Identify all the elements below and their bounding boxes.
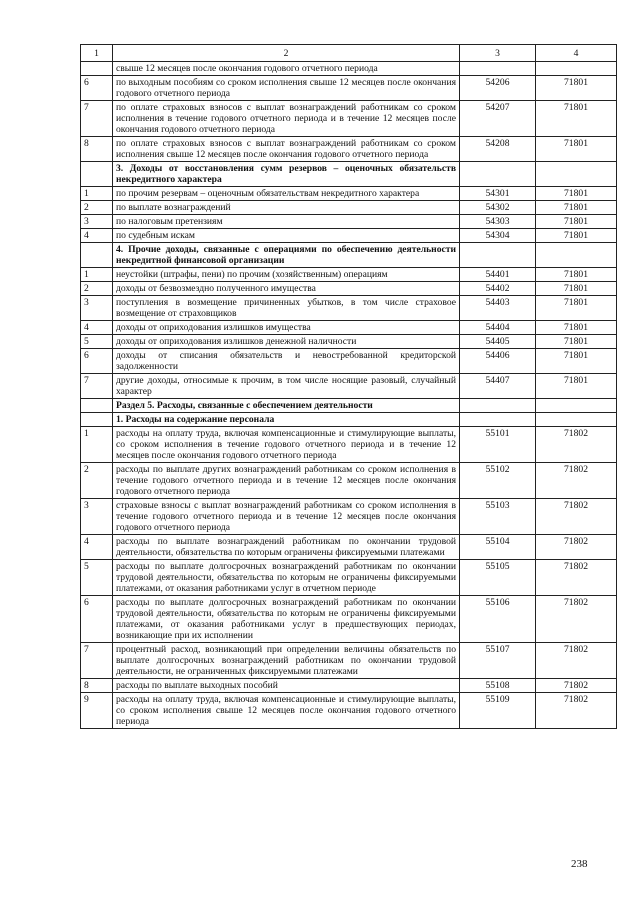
row-number: 1 — [81, 187, 113, 201]
row-symbol-code: 54402 — [460, 282, 536, 296]
table-row — [81, 321, 617, 335]
row-description: Раздел 5. Расходы, связанные с обеспечением деятельности — [113, 399, 460, 413]
table-row — [81, 215, 617, 229]
row-account-number: 71801 — [536, 187, 617, 201]
row-description: 3. Доходы от восстановления сумм резервов – оценочных обязательств некредитного характера — [113, 162, 460, 187]
row-description: доходы от оприходования излишков денежной наличности — [113, 335, 460, 349]
row-description: по выходным пособиям со сроком исполнения свыше 12 месяцев после окончания годового отчетного периода — [113, 76, 460, 101]
row-number — [81, 399, 113, 413]
row-account-number: 71802 — [536, 693, 617, 729]
row-description: расходы по выплате долгосрочных вознаграждений работникам по окончании трудовой деятельности, обязательства по которым не ограничены фиксируемыми платежами, от оказания работниками услуг в отчетном периоде — [113, 560, 460, 596]
row-number: 7 — [81, 374, 113, 399]
row-symbol-code: 54208 — [460, 137, 536, 162]
table-body — [81, 62, 617, 729]
column-header: 2 — [113, 45, 460, 62]
row-symbol-code: 55106 — [460, 596, 536, 643]
row-description: неустойки (штрафы, пени) по прочим (хозяйственным) операциям — [113, 268, 460, 282]
table-row — [81, 349, 617, 374]
row-description: расходы на оплату труда, включая компенсационные и стимулирующие выплаты, со сроком исполнения свыше 12 месяцев после окончания годового отчетного периода — [113, 693, 460, 729]
row-number: 5 — [81, 335, 113, 349]
table-row — [81, 643, 617, 679]
row-number: 8 — [81, 679, 113, 693]
row-symbol-code: 54401 — [460, 268, 536, 282]
row-account-number: 71802 — [536, 499, 617, 535]
column-header: 3 — [460, 45, 536, 62]
row-symbol-code: 55109 — [460, 693, 536, 729]
row-number: 7 — [81, 643, 113, 679]
page-number: 238 — [571, 858, 588, 870]
row-symbol-code: 55105 — [460, 560, 536, 596]
table-row — [81, 268, 617, 282]
row-number — [81, 413, 113, 427]
column-header: 1 — [81, 45, 113, 62]
row-symbol-code: 54301 — [460, 187, 536, 201]
row-description: 4. Прочие доходы, связанные с операциями по обеспечению деятельности некредитной финансовой организации — [113, 243, 460, 268]
row-number: 9 — [81, 693, 113, 729]
row-account-number: 71801 — [536, 215, 617, 229]
row-description: по выплате вознаграждений — [113, 201, 460, 215]
row-account-number: 71802 — [536, 427, 617, 463]
row-description: свыше 12 месяцев после окончания годового отчетного периода — [113, 62, 460, 76]
row-account-number: 71802 — [536, 596, 617, 643]
row-description: расходы по выплате выходных пособий — [113, 679, 460, 693]
row-account-number: 71801 — [536, 229, 617, 243]
row-symbol-code: 54404 — [460, 321, 536, 335]
row-number: 6 — [81, 596, 113, 643]
row-symbol-code: 55108 — [460, 679, 536, 693]
row-symbol-code: 55101 — [460, 427, 536, 463]
row-symbol-code: 54407 — [460, 374, 536, 399]
section-heading-row — [81, 162, 617, 187]
table-row — [81, 101, 617, 137]
table-row — [81, 693, 617, 729]
row-account-number: 71801 — [536, 137, 617, 162]
table-row — [81, 463, 617, 499]
row-description: другие доходы, относимые к прочим, в том числе носящие разовый, случайный характер — [113, 374, 460, 399]
row-account-number: 71801 — [536, 201, 617, 215]
row-description: расходы по выплате вознаграждений работникам по окончании трудовой деятельности, обязательства по которым ограничены фиксируемыми платежами — [113, 535, 460, 560]
row-symbol-code: 54405 — [460, 335, 536, 349]
row-account-number: 71801 — [536, 374, 617, 399]
row-account-number: 71801 — [536, 282, 617, 296]
row-number: 3 — [81, 499, 113, 535]
row-description: доходы от безвозмездно полученного имущества — [113, 282, 460, 296]
row-description: расходы по выплате долгосрочных вознаграждений работникам по окончании трудовой деятельности, обязательства по которым не ограничены фиксируемыми платежами, от оказания работниками услуг в предшествующих периодах, возникающие при их исполнении — [113, 596, 460, 643]
row-number — [81, 243, 113, 268]
row-account-number: 71801 — [536, 321, 617, 335]
row-account-number — [536, 413, 617, 427]
row-number: 3 — [81, 296, 113, 321]
row-account-number: 71801 — [536, 268, 617, 282]
row-symbol-code: 54406 — [460, 349, 536, 374]
row-account-number: 71802 — [536, 463, 617, 499]
row-description: доходы от списания обязательств и невостребованной кредиторской задолженности — [113, 349, 460, 374]
row-description: по прочим резервам – оценочным обязательствам некредитного характера — [113, 187, 460, 201]
row-account-number — [536, 162, 617, 187]
table-row — [81, 335, 617, 349]
row-number: 6 — [81, 349, 113, 374]
row-symbol-code — [460, 413, 536, 427]
row-symbol-code: 54403 — [460, 296, 536, 321]
table-row — [81, 560, 617, 596]
row-symbol-code: 54302 — [460, 201, 536, 215]
table-row — [81, 679, 617, 693]
row-symbol-code: 55102 — [460, 463, 536, 499]
section-heading-row — [81, 413, 617, 427]
table-row — [81, 427, 617, 463]
row-symbol-code — [460, 62, 536, 76]
row-symbol-code: 55103 — [460, 499, 536, 535]
table-header-row — [81, 45, 617, 62]
row-number: 4 — [81, 535, 113, 560]
column-header: 4 — [536, 45, 617, 62]
row-account-number: 71802 — [536, 643, 617, 679]
row-symbol-code — [460, 243, 536, 268]
row-number: 1 — [81, 268, 113, 282]
row-number — [81, 162, 113, 187]
row-number: 7 — [81, 101, 113, 137]
row-description: по судебным искам — [113, 229, 460, 243]
row-symbol-code: 55107 — [460, 643, 536, 679]
row-account-number — [536, 399, 617, 413]
table-row — [81, 374, 617, 399]
section-heading-row — [81, 243, 617, 268]
row-account-number: 71801 — [536, 101, 617, 137]
row-symbol-code: 54304 — [460, 229, 536, 243]
table-row — [81, 187, 617, 201]
row-description: процентный расход, возникающий при определении величины обязательств по выплате долгосрочных вознаграждений работникам по окончании трудовой деятельности, не ограниченных фиксируемыми платежами — [113, 643, 460, 679]
row-account-number: 71802 — [536, 679, 617, 693]
row-account-number: 71801 — [536, 296, 617, 321]
section-heading-row — [81, 399, 617, 413]
row-description: расходы на оплату труда, включая компенсационные и стимулирующие выплаты, со сроком исполнения в течение годового отчетного периода и в течение 12 месяцев после окончания годового отчетного периода — [113, 427, 460, 463]
row-description: по оплате страховых взносов с выплат вознаграждений работникам со сроком исполнения свыше 12 месяцев после окончания годового отчетного периода — [113, 137, 460, 162]
row-description: 1. Расходы на содержание персонала — [113, 413, 460, 427]
table-row — [81, 76, 617, 101]
table-row — [81, 137, 617, 162]
row-number — [81, 62, 113, 76]
row-account-number: 71801 — [536, 76, 617, 101]
table-row — [81, 535, 617, 560]
accounts-table — [80, 44, 617, 729]
row-account-number — [536, 62, 617, 76]
row-symbol-code — [460, 399, 536, 413]
row-symbol-code: 54303 — [460, 215, 536, 229]
row-account-number — [536, 243, 617, 268]
table-row — [81, 499, 617, 535]
table-row — [81, 296, 617, 321]
row-number: 4 — [81, 229, 113, 243]
row-description: по оплате страховых взносов с выплат вознаграждений работникам со сроком исполнения в течение годового отчетного периода и в течение 12 месяцев после окончания годового отчетного периода — [113, 101, 460, 137]
table-row — [81, 229, 617, 243]
table-row — [81, 201, 617, 215]
row-description: поступления в возмещение причиненных убытков, в том числе страховое возмещение от страховщиков — [113, 296, 460, 321]
row-number: 3 — [81, 215, 113, 229]
row-symbol-code: 54206 — [460, 76, 536, 101]
row-number: 2 — [81, 201, 113, 215]
row-account-number: 71802 — [536, 560, 617, 596]
row-symbol-code: 54207 — [460, 101, 536, 137]
row-number: 4 — [81, 321, 113, 335]
row-account-number: 71801 — [536, 335, 617, 349]
row-account-number: 71802 — [536, 535, 617, 560]
row-symbol-code — [460, 162, 536, 187]
row-symbol-code: 55104 — [460, 535, 536, 560]
row-description: страховые взносы с выплат вознаграждений работникам со сроком исполнения в течение годового отчетного периода и в течение 12 месяцев после окончания годового отчетного периода — [113, 499, 460, 535]
row-account-number: 71801 — [536, 349, 617, 374]
table-row — [81, 596, 617, 643]
row-number: 6 — [81, 76, 113, 101]
row-number: 5 — [81, 560, 113, 596]
row-number: 1 — [81, 427, 113, 463]
row-description: по налоговым претензиям — [113, 215, 460, 229]
table-row — [81, 282, 617, 296]
row-number: 8 — [81, 137, 113, 162]
row-number: 2 — [81, 463, 113, 499]
table-row — [81, 62, 617, 76]
row-description: расходы по выплате других вознаграждений работникам со сроком исполнения в течение годового отчетного периода и в течение 12 месяцев после окончания годового отчетного периода — [113, 463, 460, 499]
row-number: 2 — [81, 282, 113, 296]
row-description: доходы от оприходования излишков имущества — [113, 321, 460, 335]
